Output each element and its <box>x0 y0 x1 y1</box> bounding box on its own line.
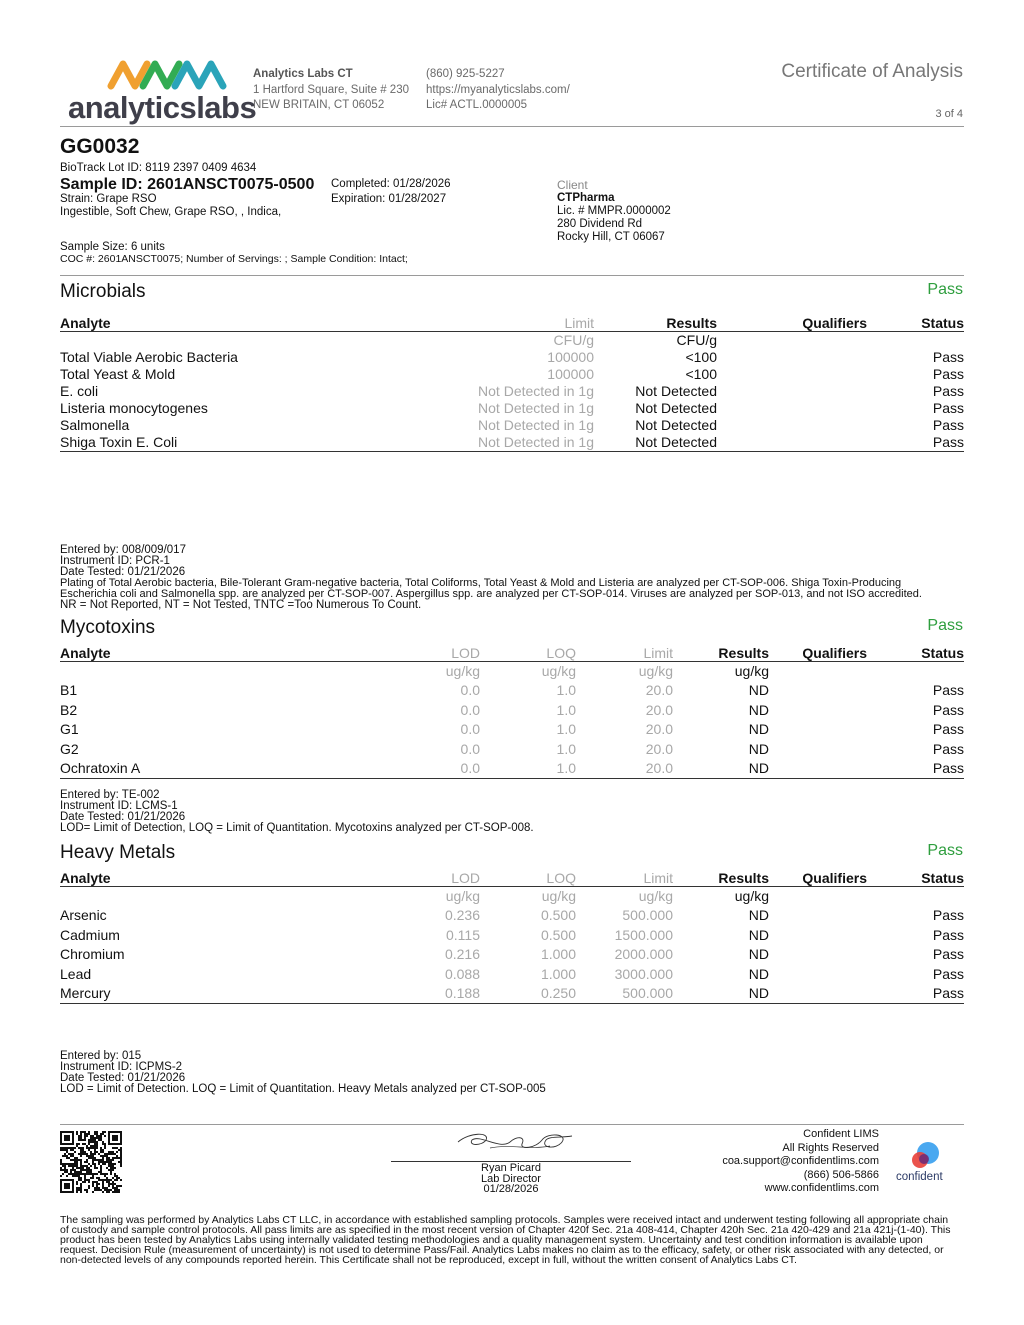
cell-result: ND <box>673 759 769 779</box>
cell-qualifier <box>769 740 867 759</box>
cell-status: Pass <box>932 965 964 982</box>
cell-qualifier <box>769 701 867 720</box>
coc-info: COC #: 2601ANSCT0075; Number of Servings: ; Sample Condition: Intact; <box>60 253 408 265</box>
table-row <box>60 366 964 383</box>
biotrack-id: BioTrack Lot ID: 8119 2397 0409 4634 <box>60 162 257 174</box>
cell-qualifier <box>769 945 867 964</box>
table-row <box>60 984 964 1004</box>
cell-analyte: Cadmium <box>60 926 120 943</box>
note-line: Instrument ID: PCR-1 <box>60 555 170 567</box>
cell-limit: Not Detected in 1g <box>478 417 594 433</box>
unit-lod: ug/kg <box>445 888 480 904</box>
col-status: Status <box>867 315 964 332</box>
cell-limit: 2000.000 <box>614 946 673 963</box>
cell-limit: Not Detected in 1g <box>360 434 594 452</box>
table-row <box>60 349 964 366</box>
cell-loq: 1.000 <box>540 965 576 982</box>
signer-name: Ryan Picard <box>481 1162 541 1174</box>
cell-limit: 500.000 <box>622 907 673 924</box>
table-row <box>60 965 964 984</box>
cell-result: Not Detected <box>635 417 717 433</box>
unit-results: ug/kg <box>734 663 769 679</box>
sample-name: GG0032 <box>60 135 140 158</box>
col-lod: LOD <box>360 645 480 662</box>
col-status: Status <box>867 870 964 887</box>
cell-status: Pass <box>932 926 964 943</box>
cell-limit: Not Detected in 1g <box>478 383 594 399</box>
signature-date: 01/28/2026 <box>483 1183 539 1195</box>
unit-loq: ug/kg <box>541 663 576 679</box>
cell-status: Pass <box>932 366 964 382</box>
disclaimer-line: The sampling was performed by Analytics Labs CT LLC, in accordance with established sampling protocols. Samples were received intact and underwent testing following all appropriate chain <box>60 1214 949 1226</box>
sample-id: Sample ID: 2601ANSCT0075-0500 <box>60 176 315 193</box>
cell-loq: 0.500 <box>540 926 576 943</box>
cell-status: Pass <box>932 740 964 757</box>
disclaimer-line: request. Decision Rule (measurement of uncertainty) is not used to determine Pass/Fail. Analytics Labs makes no claim as to the efficacy, safety, or other risk associated with any detected, or <box>60 1244 944 1256</box>
unit-loq: ug/kg <box>541 888 576 904</box>
table-row <box>60 720 964 739</box>
signature-info <box>451 1163 571 1195</box>
cell-loq: 1.0 <box>556 721 576 738</box>
cell-lod: 0.188 <box>360 984 480 1004</box>
cell-limit: 500.000 <box>576 984 673 1004</box>
col-qualifiers: Qualifiers <box>769 645 867 662</box>
cell-analyte: G1 <box>60 721 79 738</box>
cell-result: ND <box>748 926 769 943</box>
cell-status: Pass <box>932 417 964 433</box>
note-line: LOD= Limit of Detection, LOQ = Limit of Quantitation. Mycotoxins analyzed per CT-SOP-008. <box>60 822 534 834</box>
cell-analyte: B2 <box>60 701 78 718</box>
cell-analyte: Salmonella <box>60 417 130 433</box>
lab-contact <box>426 67 570 114</box>
table-row <box>60 926 964 945</box>
cell-loq: 0.500 <box>540 907 576 924</box>
confident-rights: All Rights Reserved <box>782 1141 879 1154</box>
note-line: Instrument ID: ICPMS-2 <box>60 1061 183 1073</box>
col-limit: Limit <box>360 315 594 332</box>
cell-qualifier <box>717 366 867 383</box>
lab-address-line2: NEW BRITAIN, CT 06052 <box>253 99 385 111</box>
mycotoxins-table <box>60 645 964 779</box>
cell-analyte: B1 <box>60 682 78 699</box>
microbials-table <box>60 315 964 452</box>
lab-website[interactable]: https://myanalyticslabs.com/ <box>426 83 570 96</box>
client-license: Lic. # MMPR.0000002 <box>557 205 671 217</box>
cell-lod: 0.0 <box>460 682 480 699</box>
completed-date: Completed: 01/28/2026 <box>331 178 451 190</box>
table-row <box>60 417 964 434</box>
cell-lod: 0.0 <box>360 759 480 779</box>
cell-analyte: Total Yeast & Mold <box>60 366 176 382</box>
note-line: Date Tested: 01/21/2026 <box>60 811 186 823</box>
table-row <box>60 759 964 779</box>
cell-lod: 0.216 <box>444 946 480 963</box>
cell-qualifier <box>769 906 867 925</box>
lab-address <box>253 67 409 114</box>
cell-qualifier <box>769 720 867 739</box>
cell-loq: 1.000 <box>540 946 576 963</box>
disclaimer-line: non-detected levels of any compounds reported herein. This Certificate shall not be reproduced, except in full, without the written consent of Analytics Labs CT. <box>60 1254 797 1266</box>
cell-limit: 20.0 <box>576 759 673 779</box>
cell-analyte: Ochratoxin A <box>60 759 360 779</box>
col-status: Status <box>867 645 964 662</box>
signer-title: Lab Director <box>481 1172 541 1185</box>
col-lod: LOD <box>360 870 480 887</box>
sample-divider <box>60 275 964 276</box>
logo-mark-icon <box>107 58 227 92</box>
note-line: Date Tested: 01/21/2026 <box>60 566 186 578</box>
cell-result: ND <box>748 740 769 757</box>
col-limit: Limit <box>576 870 673 887</box>
col-results: Results <box>673 645 769 662</box>
col-loq: LOQ <box>480 870 576 887</box>
cell-status: Pass <box>932 907 964 924</box>
confident-info <box>722 1128 879 1196</box>
table-row <box>60 740 964 759</box>
cell-loq: 1.0 <box>556 740 576 757</box>
cell-qualifier <box>769 984 867 1004</box>
cell-analyte: Lead <box>60 965 92 982</box>
confident-phone: (866) 506-5866 <box>803 1168 879 1181</box>
cell-result: Not Detected <box>635 383 717 399</box>
cell-limit: 20.0 <box>645 740 673 757</box>
mycotoxins-status: Pass <box>927 617 963 634</box>
col-qualifiers: Qualifiers <box>717 315 867 332</box>
unit-limit: ug/kg <box>638 663 673 679</box>
cell-result: ND <box>748 907 769 924</box>
cell-limit: 100000 <box>547 349 594 365</box>
col-analyte: Analyte <box>60 645 360 662</box>
cell-lod: 0.0 <box>460 740 480 757</box>
note-line: Instrument ID: LCMS-1 <box>60 800 178 812</box>
cell-qualifier <box>769 926 867 945</box>
microbials-status: Pass <box>927 281 963 298</box>
sample-size: Sample Size: 6 units <box>60 241 165 253</box>
heavy-metals-title: Heavy Metals <box>60 842 176 863</box>
page-number: 3 of 4 <box>935 108 963 120</box>
lab-name: Analytics Labs CT <box>253 68 353 80</box>
col-qualifiers: Qualifiers <box>769 870 867 887</box>
lab-logo <box>62 58 257 128</box>
cell-lod: 0.115 <box>446 926 480 943</box>
cell-limit: 20.0 <box>645 701 673 718</box>
cell-analyte: G2 <box>60 740 79 757</box>
cell-qualifier <box>769 759 867 779</box>
cell-loq: 0.250 <box>480 984 576 1004</box>
cell-analyte: Mercury <box>60 984 360 1004</box>
microbials-title: Microbials <box>60 281 146 302</box>
cell-limit: Not Detected in 1g <box>478 400 594 416</box>
cell-analyte: Chromium <box>60 946 125 963</box>
cell-analyte: E. coli <box>60 383 99 399</box>
confident-website[interactable]: www.confidentlims.com <box>764 1182 879 1194</box>
disclaimer-line: product has been tested by Analytics Labs using internally validated testing methodologies and a quality management system. Uncertainty and test condition information is available upon <box>60 1234 923 1246</box>
document-title: Certificate of Analysis <box>781 61 963 82</box>
cell-result: ND <box>748 701 769 718</box>
cell-status: Pass <box>932 400 964 416</box>
client-label: Client <box>557 178 588 192</box>
table-row <box>60 400 964 417</box>
cell-analyte: Shiga Toxin E. Coli <box>60 434 360 452</box>
cell-qualifier <box>717 383 867 400</box>
cell-analyte: Listeria monocytogenes <box>60 400 208 416</box>
cell-status: Pass <box>867 434 964 452</box>
cell-qualifier <box>717 434 867 452</box>
mycotoxins-notes <box>60 790 534 834</box>
lab-phone: (860) 925-5227 <box>426 68 505 80</box>
logo-wordmark: analyticslabs <box>68 90 257 125</box>
cell-limit: 20.0 <box>645 682 673 699</box>
cell-lod: 0.236 <box>444 907 480 924</box>
signature-image <box>450 1128 580 1158</box>
confident-logo-text: confident <box>896 1171 943 1183</box>
client-address2: Rocky Hill, CT 06067 <box>557 231 665 243</box>
footer-divider <box>60 1124 964 1125</box>
cell-loq: 1.0 <box>556 701 576 718</box>
unit-limit: CFU/g <box>553 332 594 348</box>
cell-result: Not Detected <box>635 400 717 416</box>
confident-logo <box>896 1140 956 1186</box>
cell-status: Pass <box>867 759 964 779</box>
note-line: Date Tested: 01/21/2026 <box>60 1072 186 1084</box>
cell-lod: 0.0 <box>460 721 480 738</box>
table-row <box>60 434 964 452</box>
cell-result: <100 <box>685 366 717 382</box>
cell-qualifier <box>717 417 867 434</box>
cell-limit: 1500.000 <box>614 926 673 943</box>
col-loq: LOQ <box>480 645 576 662</box>
heavy-metals-table <box>60 870 964 1004</box>
cell-loq: 1.0 <box>480 759 576 779</box>
disclaimer-line: of custody and sample control protocols. All pass limits are as specified in the most recent version of Chapter 420f Sec. 21a 408-414, Chapter 420h Sec. 21a 420-429 and 21a 421j-(1-40). This <box>60 1224 951 1236</box>
cell-result: ND <box>748 721 769 738</box>
table-row <box>60 681 964 700</box>
cell-qualifier <box>769 681 867 700</box>
cell-result: ND <box>748 946 769 963</box>
mycotoxins-title: Mycotoxins <box>60 617 156 638</box>
note-line: Plating of Total Aerobic bacteria, Bile-Tolerant Gram-negative bacteria, Total Coliforms, Total Yeast & Mold and Listeria are analyzed per CT-SOP-006. Shiga Toxin-Producing <box>60 577 902 589</box>
cell-result: ND <box>748 965 769 982</box>
unit-limit: ug/kg <box>638 888 673 904</box>
note-line: Entered by: 015 <box>60 1050 142 1062</box>
note-line: NR = Not Reported, NT = Not Tested, TNTC =Too Numerous To Count. <box>60 599 422 611</box>
client-name: CTPharma <box>557 192 615 204</box>
cell-result: ND <box>673 984 769 1004</box>
cell-status: Pass <box>932 721 964 738</box>
header-divider <box>60 126 964 127</box>
col-analyte: Analyte <box>60 870 360 887</box>
cell-status: Pass <box>932 946 964 963</box>
col-limit: Limit <box>576 645 673 662</box>
cell-status: Pass <box>932 383 964 399</box>
cell-status: Pass <box>932 701 964 718</box>
sample-type: Ingestible, Soft Chew, Grape RSO, , Indica, <box>60 206 282 218</box>
cell-analyte: Total Viable Aerobic Bacteria <box>60 349 238 365</box>
heavy-metals-status: Pass <box>927 842 963 859</box>
cell-status: Pass <box>932 682 964 699</box>
cell-status: Pass <box>867 984 964 1004</box>
disclaimer <box>60 1215 964 1265</box>
table-row <box>60 701 964 720</box>
confident-name: Confident LIMS <box>803 1128 879 1140</box>
cell-status: Pass <box>932 349 964 365</box>
cell-limit: 20.0 <box>645 721 673 738</box>
cell-result: <100 <box>685 349 717 365</box>
cell-lod: 0.088 <box>444 965 480 982</box>
col-results: Results <box>673 870 769 887</box>
lab-address-line1: 1 Hartford Square, Suite # 230 <box>253 83 409 96</box>
qr-code-icon <box>60 1131 122 1193</box>
col-analyte: Analyte <box>60 315 360 332</box>
expiration-date: Expiration: 01/28/2027 <box>331 193 447 205</box>
table-row <box>60 383 964 400</box>
col-results: Results <box>594 315 717 332</box>
table-row <box>60 906 964 925</box>
sample-strain: Strain: Grape RSO <box>60 193 157 205</box>
lab-license: Lic# ACTL.0000005 <box>426 99 528 111</box>
note-line: LOD = Limit of Detection. LOQ = Limit of Quantitation. Heavy Metals analyzed per CT-SOP-005 <box>60 1083 546 1095</box>
note-line: Entered by: 008/009/017 <box>60 544 186 556</box>
cell-qualifier <box>769 965 867 984</box>
cell-qualifier <box>717 400 867 417</box>
unit-results: ug/kg <box>734 888 769 904</box>
client-address1: 280 Dividend Rd <box>557 218 643 230</box>
table-row <box>60 945 964 964</box>
cell-loq: 1.0 <box>556 682 576 699</box>
cell-limit: 100000 <box>547 366 594 382</box>
note-line: Entered by: TE-002 <box>60 789 160 801</box>
cell-result: Not Detected <box>594 434 717 452</box>
cell-analyte: Arsenic <box>60 907 107 924</box>
confident-logo-icon <box>904 1140 944 1170</box>
note-line: Escherichia coli and Salmonella spp. are analyzed per CT-SOP-007. Aspergillus spp. are analyzed per CT-SOP-014. Viruses are analyzed per SOP-013, and not ISO accredited. <box>60 588 922 600</box>
client-block <box>557 179 671 244</box>
unit-results: CFU/g <box>676 332 717 348</box>
heavy-metals-notes <box>60 1051 546 1095</box>
cell-lod: 0.0 <box>460 701 480 718</box>
microbials-notes <box>60 545 922 611</box>
cell-qualifier <box>717 349 867 366</box>
unit-lod: ug/kg <box>445 663 480 679</box>
cell-limit: 3000.000 <box>614 965 673 982</box>
cell-result: ND <box>748 682 769 699</box>
confident-email[interactable]: coa.support@confidentlims.com <box>722 1155 879 1167</box>
